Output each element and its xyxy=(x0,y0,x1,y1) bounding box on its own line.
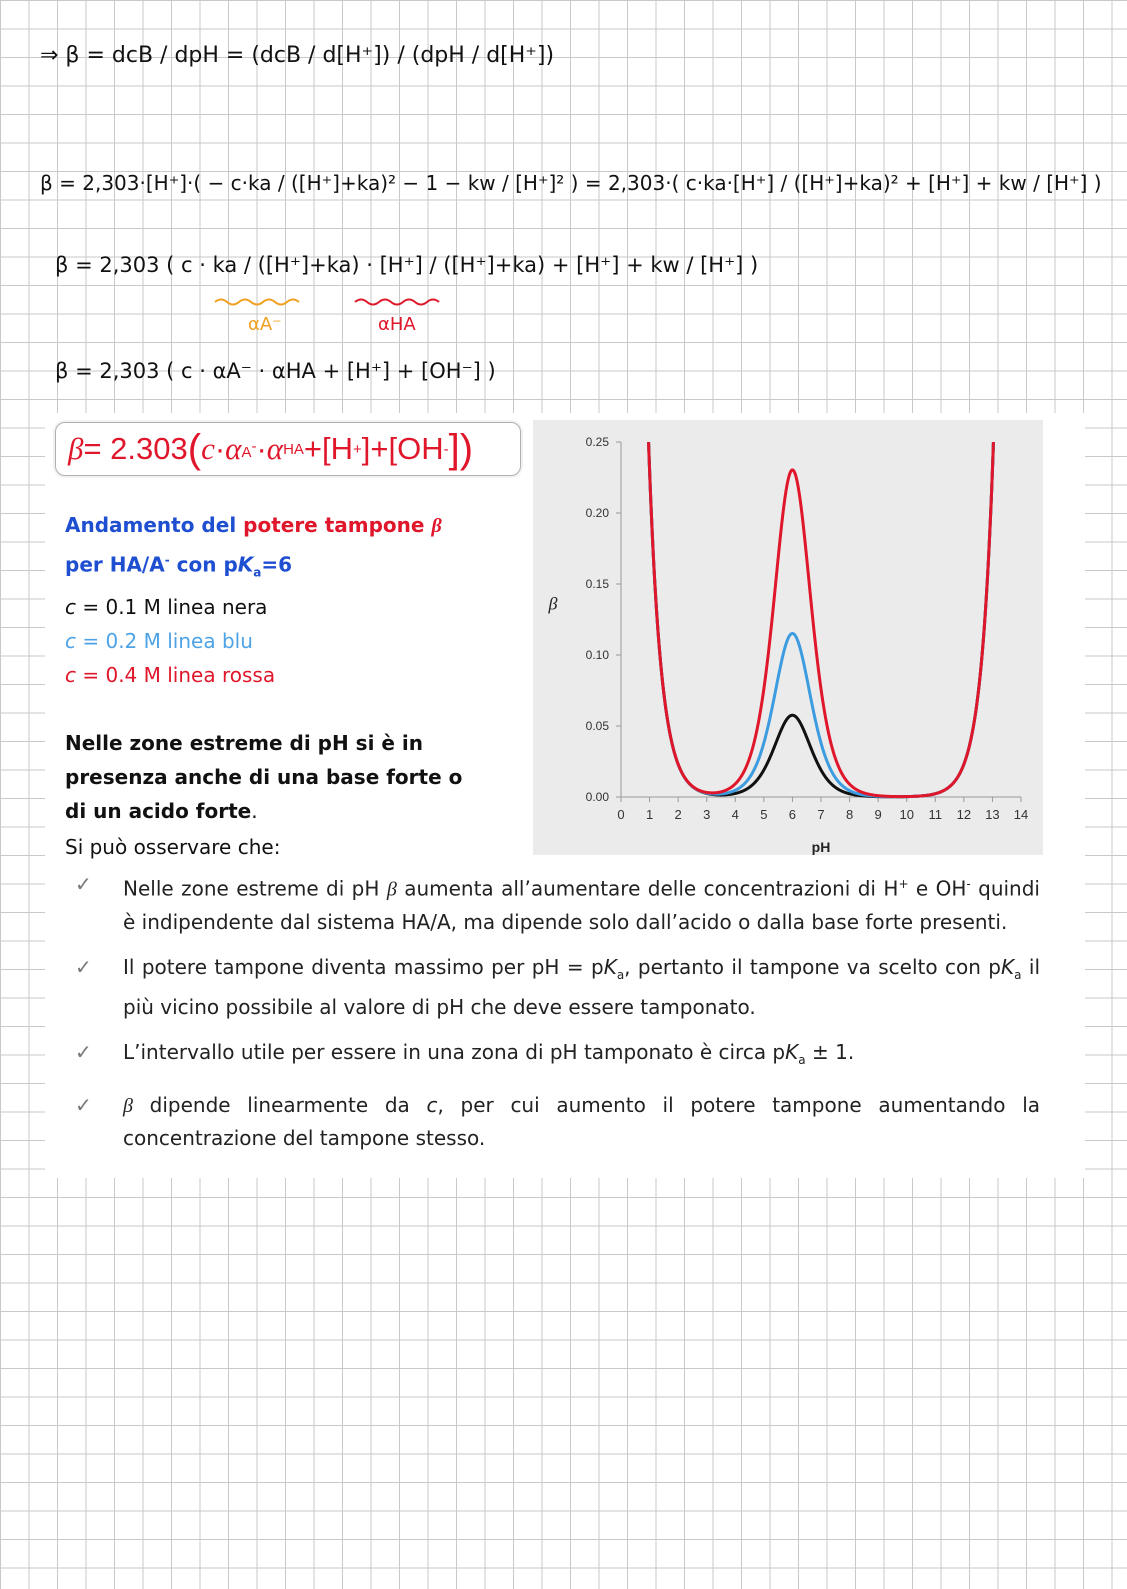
x-tick-label: 13 xyxy=(985,807,1000,822)
chart-svg xyxy=(533,420,1043,855)
handwritten-line-1: ⇒ β = dcB / dpH = (dcB / d[H⁺]) / (dpH / d[H⁺]) xyxy=(40,43,555,68)
list-item: ✓ Il potere tampone diventa massimo per pH = $pK_a$, pertanto il tampone va scelto con $pK_a$ il più vicino possibile al valore di pH che deve essere tamponato. xyxy=(75,951,1040,1023)
series-line-0.2 xyxy=(621,420,1021,797)
formula-sup3: - xyxy=(443,440,449,458)
y-tick-label: 0.00 xyxy=(585,790,609,804)
buffer-capacity-chart xyxy=(533,420,1043,855)
extreme-zones-note: Nelle zone estreme di pH si è in presenza anche di una base forte o di un acido forte. xyxy=(65,730,463,823)
x-tick-label: 14 xyxy=(1013,807,1029,822)
legend-red: c = 0.4 M linea rossa xyxy=(65,662,276,687)
formula-plus2: ]+[OH xyxy=(361,431,444,466)
x-tick-label: 0 xyxy=(617,807,625,822)
chart-description xyxy=(65,508,505,864)
x-tick-label: 8 xyxy=(845,807,854,822)
formula-sub1: A- xyxy=(241,437,257,461)
observations-list xyxy=(75,868,1040,1167)
underline-alpha-a xyxy=(215,300,299,305)
handwritten-line-4: β = 2,303 ( c · αA⁻ · αHA + [H⁺] + [OH⁻] ) xyxy=(55,359,496,383)
check-icon: ✓ xyxy=(75,954,92,979)
buffer-capacity-formula xyxy=(55,422,521,476)
formula-dot1: · xyxy=(214,431,226,466)
check-icon: ✓ xyxy=(75,872,92,896)
formula-close: ]) xyxy=(448,426,474,471)
handwritten-derivation xyxy=(0,0,1127,410)
y-tick-label: 0.15 xyxy=(585,577,609,591)
formula-open: ( xyxy=(187,426,202,471)
formula-eq: = 2.303 xyxy=(83,431,188,466)
x-tick-label: 6 xyxy=(788,807,797,822)
formula-beta: β xyxy=(68,431,84,466)
check-icon: ✓ xyxy=(75,1039,92,1064)
x-tick-label: 7 xyxy=(817,807,825,822)
x-tick-label: 3 xyxy=(703,807,711,822)
formula-dot2: · xyxy=(256,431,267,466)
underline-alpha-ha xyxy=(355,300,439,305)
formula-c: c xyxy=(201,431,215,466)
list-item: ✓ L’intervallo utile per essere in una zona di pH tamponato è circa $pK_a \pm 1$. xyxy=(75,1036,1040,1076)
y-tick-label: 0.10 xyxy=(585,648,609,662)
label-alpha-ha: αHA xyxy=(378,314,416,335)
y-axis-label: β xyxy=(548,593,558,614)
description-title-line2: per HA/A- con $pK_a=6$ xyxy=(65,552,293,580)
y-tick-label: 0.25 xyxy=(585,435,609,449)
y-tick-label: 0.05 xyxy=(585,719,609,733)
x-tick-label: 2 xyxy=(674,807,682,822)
x-tick-label: 4 xyxy=(731,807,739,822)
handwritten-line-3: β = 2,303 ( c · ka / ([H⁺]+ka) · [H⁺] / ([H⁺]+ka) + [H⁺] + kw / [H⁺] ) xyxy=(55,253,759,277)
legend-black: c = 0.1 M linea nera xyxy=(65,594,268,619)
x-tick-label: 1 xyxy=(645,807,654,822)
y-tick-label: 0.20 xyxy=(585,506,609,520)
check-icon: ✓ xyxy=(75,1092,92,1117)
slide-content xyxy=(45,413,1085,1178)
x-tick-label: 12 xyxy=(956,807,972,822)
formula-plus1: +[H xyxy=(303,431,354,466)
observe-text: Si può osservare che: xyxy=(65,834,281,859)
formula-alpha1: α xyxy=(225,431,242,466)
formula-alpha2: α xyxy=(266,431,284,466)
legend-blue: c = 0.2 M linea blu xyxy=(65,628,253,653)
description-title: Andamento del potere tampone β xyxy=(65,513,442,537)
x-tick-label: 10 xyxy=(899,807,914,822)
x-tick-label: 11 xyxy=(928,807,943,822)
list-item: ✓ β dipende linearmente da c, per cui aumento il potere tampone aumentando la concentrazione del tampone stesso. xyxy=(75,1089,1040,1154)
label-alpha-a: αA⁻ xyxy=(248,314,282,335)
formula-sub2: HA xyxy=(283,440,304,458)
x-axis-label: pH xyxy=(811,839,831,855)
formula-sup2: + xyxy=(353,440,362,458)
list-item: ✓ Nelle zone estreme di pH β aumenta all’aumentare delle concentrazioni di H+ e OH- quindi è indipendente dal sistema HA/A, ma dipende solo dall’acido o dalla base forte presenti. xyxy=(75,868,1040,938)
x-tick-label: 5 xyxy=(760,807,768,822)
handwritten-line-2: β = 2,303·[H⁺]·( − c·ka / ([H⁺]+ka)² − 1 − kw / [H⁺]² ) = 2,303·( c·ka·[H⁺] / ([H⁺]+ka)² + [H⁺] + kw / [H⁺] ) xyxy=(40,171,1102,195)
x-tick-label: 9 xyxy=(874,807,882,822)
